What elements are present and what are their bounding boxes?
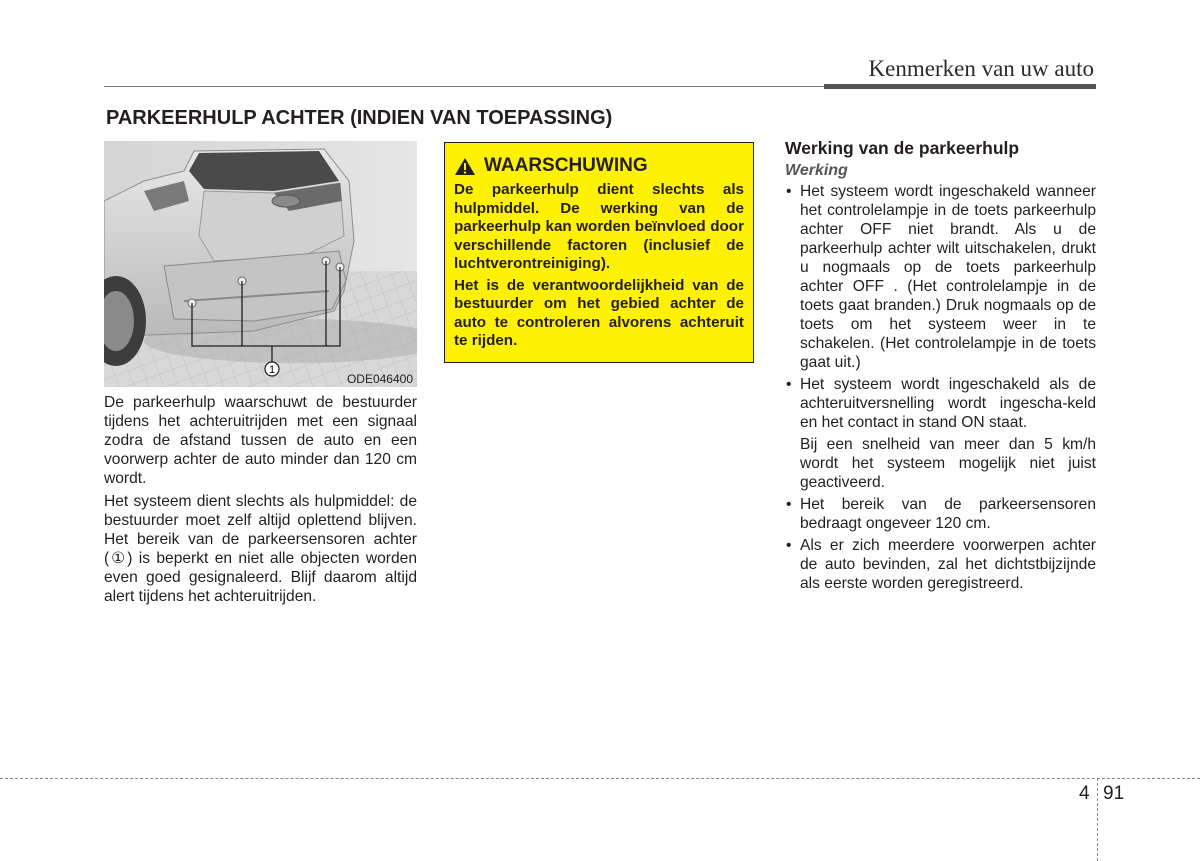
subsection-subheading: Werking [785,162,848,179]
intro-paragraph: De parkeerhulp waarschuwt de bestuurder tijdens het achteruitrijden met een signaal zodra de afstand tussen de auto en een voorwerp achter de auto minder dan 120 cm wordt. [104,394,417,487]
warning-box [444,142,754,363]
car-rear-illustration [104,141,417,387]
warning-title: WAARSCHUWING [484,155,648,176]
warning-paragraph: De parkeerhulp dient slechts als hulpmiddel. De werking van de parkeerhulp kan worden beïnvloed door verschillende factoren (inclusief de luchtverontreiniging). [454,181,744,272]
subsection-heading: Werking van de parkeerhulp [785,138,1020,158]
page-number: 91 [1103,783,1125,804]
left-column-text [104,393,417,610]
header-rule [104,86,824,87]
chapter-number: 4 [1079,783,1090,804]
footer-rule [0,778,1200,779]
list-item: • Het bereik van de parkeersensoren bedraagt ongeveer 120 cm. [785,495,1096,533]
list-item-note: Bij een snelheid van meer dan 5 km/h wordt het systeem mogelijk niet juist geactiveerd. [800,436,1096,491]
warning-paragraph: Het is de verantwoordelijkheid van de bestuurder om het gebied achter de auto te controleren alvorens achteruit te rijden. [454,276,744,349]
list-item: • Als er zich meerdere voorwerpen achter de auto bevinden, zal het dichtstbijzijnde als eerste worden geregistreerd. [785,536,1096,593]
list-item: • Het systeem wordt ingeschakeld als de achteruitversnelling wordt ingescha-keld en het contact in stand ON staat. Bij een snelheid van meer dan 5 km/h wordt het systeem mogelijk niet juist geactiveerd. [785,375,1096,492]
warning-triangle-icon [454,157,476,176]
system-paragraph: Het systeem dient slechts als hulpmiddel: de bestuurder moet zelf altijd oplettend blijven. Het bereik van de parkeersensoren achter (①) is beperkt en niet alle objecten worden even goed gesignaleerd. Blijf daarom altijd alert tijdens het achteruitrijden. [104,493,417,605]
footer-divider [1097,778,1098,861]
section-title: PARKEERHULP ACHTER (INDIEN VAN TOEPASSING) [106,107,613,129]
figure-code: ODE046400 [346,372,413,386]
running-header: Kenmerken van uw auto [868,56,1094,81]
right-column-text [785,139,1096,596]
header-rule-accent [824,84,1096,89]
operation-list [785,182,1096,593]
sensor-callout-number: 1 [268,364,276,376]
list-item: • Het systeem wordt ingeschakeld wanneer het controlelampje in de toets parkeerhulp achter OFF niet brandt. Als u de parkeerhulp achter wilt uitschakelen, drukt u nogmaals op de toets parkeerhulp achter OFF . (Het controlelampje in de toets gaat branden.) Druk nogmaals op de toets om het systeem weer in te schakelen. (Het controlelampje in de toets gaat uit.) [785,182,1096,372]
warning-header [454,155,744,177]
